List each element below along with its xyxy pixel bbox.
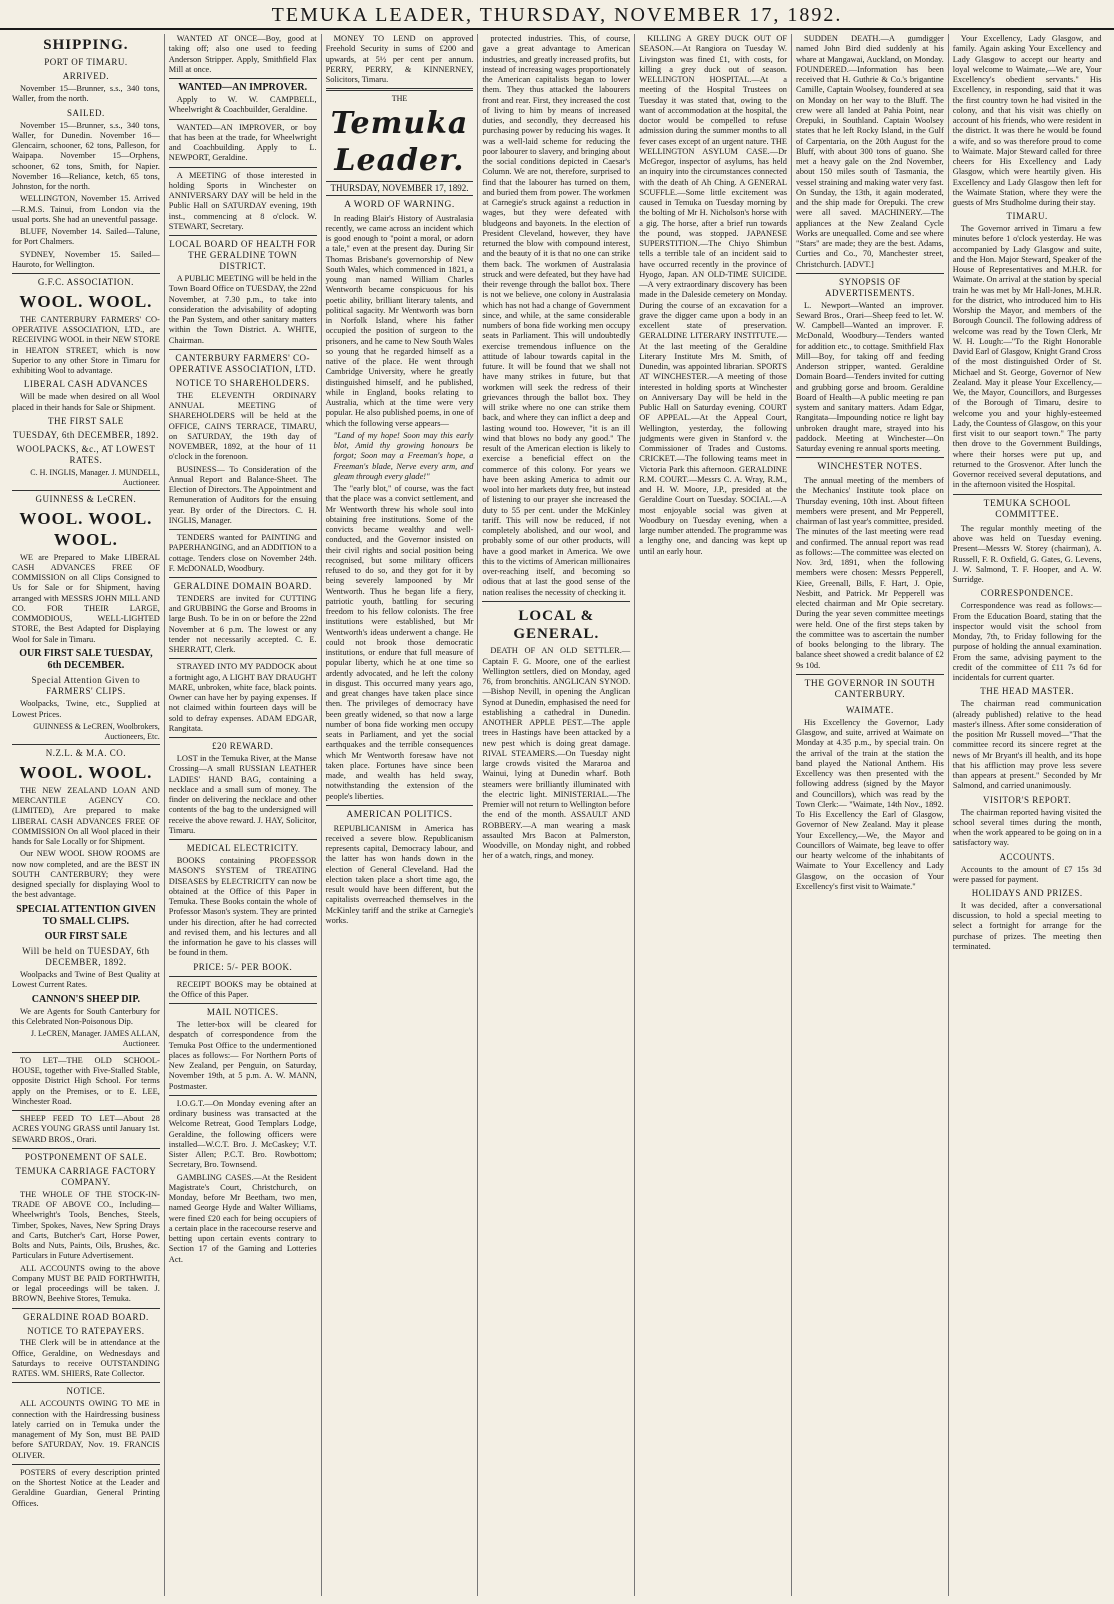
newspaper-columns: [8, 34, 1106, 1596]
guinness-signature: GUINNESS & LeCREN, Woolbrokers, Auctioneers, Etc.: [33, 721, 160, 741]
postponement-heading: POSTPONEMENT OF SALE.: [24, 1151, 147, 1162]
timaru-heading: TIMARU.: [1006, 211, 1048, 222]
notice-heading: NOTICE.: [66, 1386, 106, 1397]
american-title: AMERICAN POLITICS.: [346, 809, 453, 820]
show-rooms-text: Our NEW WOOL SHOW ROOMS are now now completed, and are the BEST IN SOUTH CANTERBURY; they were designed specially for displaying Wool to the best advantage.: [12, 849, 160, 900]
local-news-continued: KILLING A GREY DUCK OUT OF SEASON.—At Rangiora on Tuesday W. Livingston was fined £1, with costs, for killing a grey duck out of season. WELLINGTON HOSPITAL.—At a meeting of the Hospital Trustees on Tuesday it was stated that, owing to the want of accommodation at the hospital, the doctor would be compelled to refuse admission during the summer months to all fever cases except of an urgent nature. THE WELLINGTON ASYLUM CASE.—Dr McGregor, inspector of asylums, has held an inquiry into the circumstances connected with the death of Ah Ching. A GENERAL SCUFFLE.—Some little excitement was caused in Temuka on Tuesday morning by the bolting of Mr H. Nicholson's horse with a gig. The horse, after a brief run towards the pound, was stopped. JAPANESE SUPERSTITION.—The Chiyo Shimbun tells a terrible tale of an incident said to have occurred recently in the province of Hyogo, Japan. AN OLD-TIME SUICIDE.—A very extraordinary discovery has been made in the Daleside cemetery on Monday. During the course of an excavation for a grave the digger came upon a body in an excellent state of preservation. GERALDINE LITERARY INSTITUTE.—At the last meeting of the Geraldine Literary Institute Mrs M. Smith, of Dunedin, was appointed librarian. SPORTS AT WINCHESTER.—A meeting of those interested in holding sports at Winchester on Anniversary Day will be held in the Public Hall on Saturday evening. COURT OF APPEAL.—At the Appeal Court, Wellington, yesterday, the following judgments were given in Stanford v. the Commissioner of Trades and Customs. CRICKET.—The following teams meet in Victoria Park this afternoon. GERALDINE R.M. COURT.—Messrs C. A. Wray, R.M., and H. W. Moore, J.P., presided at the Geraldine Court on Tuesday. SOCIAL.—A most enjoyable social was given at Woodbury on Tuesday evening, when a large number attended. The programme was a lengthy one, and dancing was kept up until an early hour.: [639, 34, 787, 556]
clerk-text: THE Clerk will be in attendance at the Office, Geraldine, on Wednesdays and Saturdays to receive OUTSTANDING RATES. WM. SHIERS, Rate Collector.: [12, 1338, 160, 1379]
school-text: The regular monthly meeting of the above was held on Tuesday evening. Present—Messrs W. Storey (chairman), A. Russell, F. R. Oxfield, G. Gates, G. Levens, J. W. Salmond, T. F. Hooper, and A. W. Surridge.: [952, 523, 1102, 585]
iogt-text: I.O.G.T.—On Monday evening after an ordinary business was transacted at the Welcome Retreat, Good Templars Lodge, Geraldine, the following officers were installed—W.C.T. Bro. J. McCaskey; V.T. Sister Allen; P.C.T. Bro. Rowbottom; Secretary, Bro. Townsend.: [168, 1098, 317, 1170]
wellington-text: WELLINGTON, November 15. Arrived—R.M.S. Tainui, from London via the usual ports. She had an uneventful passage.: [12, 194, 160, 224]
column-4: [478, 34, 635, 1596]
synopsis-text: L. Newport—Wanted an improver. Seward Bros., Orari—Sheep feed to let. W. W. Campbell—Wanted an improver. F. McDonald, Woodbury—Tenders wanted for addition etc., to cottage. Smithfield Flax Mill—Boy, for taking off and feeding Anderson stripper, wanted. Geraldine Domain Board—Tenders invited for cutting and grubbing gorse and broom. Geraldine Board of Health—A public meeting re pan system and sanitary matters. Adam Edgar, Rangitata—Impounding notice re light bay unbroken draught mare, strayed into his paddock. Meeting at Winchester—On Saturday evening re annual sports meeting.: [795, 300, 944, 454]
notice-text: ALL ACCOUNTS OWING TO ME in connection with the Hairdressing business lately carried on in Temuka under the management of My Son, must BE PAID before SATURDAY, Nov. 19. FRANCIS OLIVER.: [12, 1399, 160, 1460]
timaru-text: The Governor arrived in Timaru a few minutes before 1 o'clock yesterday. He was accompanied by Lady Glasgow and suite, and the Hon. Major Steward, Speaker of the House of Representatives and M.H.R. for Waimate. On arrival at the station by special train he was met by Mr Hall-Jones, M.H.R. for the district, who introduced him to His Worship the Mayor, and members of the Borough Council. The following address of welcome was read by the Town Clerk, Mr W. H. Lough:—"To the Right Honorable David Earl of Glasgow, Knight Grand Cross of the most distinguished Order of St. Michael and St. George, Governor of New Zealand. May it please Your Excellency,—We, the Mayor, Councillors, and Burgesses of the Borough of Timaru, desire to welcome you and your highly-esteemed Lady, the Countess of Glasgow, on this your first visit to our seaport town." The party then drove to the Government Buildings, where their horses were put up, and returned to the Grosvenor. After lunch the Governor received several deputations, and in the afternoon visited the Hospital.: [952, 224, 1102, 490]
nzlma-ad: THE NEW ZEALAND LOAN AND MERCANTILE AGENCY CO. (LIMITED), Are prepared to make LIBERAL CASH ADVANCES FREE OF COMMISSION On all Wool placed in their hands for Sale Locally or for Shipment.: [12, 785, 160, 847]
first-sale-heading: THE FIRST SALE: [47, 415, 124, 426]
head-master-text: The chairman read communication (already published) relative to the head master's illness. After some consideration of the position Mr Russell moved—"That the committee record its sincere regret at the news of Mr Bryant's ill health, and its hope that his affliction may prove less severe than appears at present." Seconded by Mr Salmond, and carried unanimously.: [952, 699, 1102, 791]
carriage-heading: TEMUKA CARRIAGE FACTORY COMPANY.: [15, 1165, 157, 1187]
wanted-ad-3: WANTED—AN IMPROVER, or boy that has been at the trade, for Wheelwright and Coachbuilding. Apply to L. NEWPORT, Geraldine.: [168, 122, 317, 163]
meeting-ad: A MEETING of those interested in holding Sports in Winchester on ANNIVERSARY DAY will be held in the Public Hall on SATURDAY evening, 19th inst., commencing at 8 o'clock. W. STEWART, Secretary.: [168, 170, 317, 231]
accounts-text-7: Accounts to the amount of £7 15s 3d were passed for payment.: [952, 864, 1102, 884]
column-2: [165, 34, 322, 1596]
governor-text: His Excellency the Governor, Lady Glasgow, and suite, arrived at Waimate on Monday at 4.35 p.m., by special train. On the arrival of the train at the station the band played the National Anthem. His Excellency was then presented with the following address (signed by the Mayor and Councillors), which was read by the Town Clerk:— "Waimate, 14th Nov., 1892. To His Excellency the Earl of Glasgow, Governor of New Zealand. May it please Your Excellency,—We, the Mayor and Councillors of Waimate, beg leave to offer our hearty welcome of the inhabitants of Waimate to Your Excellency and Lady Glasgow, on the occasion of Your Excellency's first visit to Waimate.": [795, 717, 944, 891]
mail-heading: MAIL NOTICES.: [206, 1007, 279, 1018]
guinness-ad: WE are Prepared to Make LIBERAL CASH ADVANCES FREE OF COMMISSION on all Clips Consigned to Us for Sale or for Shipment, having arranged with MESSRS JOHN MILL AND CO. FOR THEIR LARGE, COMMODIOUS, WELL-LIGHTED STORE, the Best Adapted for Displaying Wool for Sale in Timaru.: [12, 552, 160, 644]
sheep-feed-ad: SHEEP FEED TO LET—About 28 ACRES YOUNG GRASS until January 1st. SEWARD BROS., Orari.: [12, 1114, 160, 1144]
wool-heading-2: WOOL. WOOL. WOOL.: [19, 509, 153, 549]
wanted-ad-2-text: Apply to W. W. CAMPBELL, Wheelwright & Coachbuilder, Geraldine.: [168, 95, 317, 115]
gfc-heading: G.F.C. ASSOCIATION.: [37, 277, 134, 288]
price-line: PRICE: 5/- PER BOOK.: [193, 961, 293, 972]
news-text: SUDDEN DEATH.—A gumdigger named John Bird died suddenly at his whare at Mangawai, Auckland, on Monday. FOUNDERED.—Information has been received that H. Guthrie & Co.'s brigantine Camille, Captain Woolsey, foundered at sea on Monday on her way to the Bluff. The crew were all landed at Pahia Point, near Orepuki, in Southland. Captain Woolsey states that he left Rocky Island, in the Gulf of Carpentaria, on the 20th August for the Bluff, with about 300 tons of guano. She met a heavy gale on the 2nd November, about 150 miles south of Tasmania, the vessel straining and making water very fast. On Sunday, the 13th, it again moderated, and the ship made for Orepuki. The crew were all saved. MACHINERY.—The appliances at the New Zealand Cycle Works are unequalled. Come and see where "Stars" are made; they are the best. Adams, Curties and Co., 70, Manchester street, Christchurch. [ADVT.]: [795, 34, 944, 269]
head-master-heading: THE HEAD MASTER.: [980, 686, 1075, 697]
woolpacks-line: WOOLPACKS, &c., AT LOWEST RATES.: [16, 443, 156, 465]
sailed-label: SAILED.: [67, 107, 105, 118]
mail-text: The letter-box will be cleared for despatch of correspondence from the Temuka Post Office to the undermentioned places as follows:— For Northern Ports of New Zealand, per Penguin, on Saturday, November 19th, at 5 p.m. A. W. MANN, Postmaster.: [168, 1020, 317, 1091]
local-general-heading: LOCAL & GENERAL.: [513, 607, 600, 643]
liberal-text: Will be made when desired on all Wool placed in their hands for Sale or Shipment.: [12, 392, 160, 412]
posters-text: POSTERS of every description printed on the Shortest Notice at the Leader and Geraldine Guardian, General Printing Offices.: [12, 1467, 160, 1508]
warning-text-2: The "early blot," of course, was the fact that the place was a convict settlement, and Mr Wentworth threw his whole soul into obtaining free institutions. Some of the convicts became wealthy and well-conducted, and the Governor insisted on their civil rights and social position being recognised, but some military officers refused to do so, and they got for it by being severely lampooned by Mr Wentworth. Thus he began life a fiery, patriotic youth, battling for securing freedom to his fellow colonists. The free institutions were established, but Mr Wentworth's ideas underwent a change. He could not brook those democratic institutions, or endure that full measure of popular liberty, which he at one time so ardently advocated, and he left the colony in disgust. This occurred many years ago, and great changes have taken place since then. The privileges of democracy have been greatly widened, so that now a large number of bona fide working men occupy seats in Parliament, and yet the social earthquakes and the terrible consequences which Mr Wentworth foresaw have not taken place. Fortunes have since been made, and wealth has held sway, notwithstanding the extension of the people's liberties.: [325, 484, 474, 801]
medical-heading: MEDICAL ELECTRICITY.: [186, 843, 299, 854]
money-ad: MONEY TO LEND on approved Freehold Security in sums of £200 and upwards, at 5½ per cent per annum. PERRY, PERRY, & KINNERNEY, Solicitors, Timaru.: [325, 34, 474, 84]
first-sale-date: TUESDAY, 6th DECEMBER, 1892.: [12, 429, 159, 440]
shipping-heading: SHIPPING.: [43, 37, 129, 53]
lost-ad: LOST in the Temuka River, at the Manse Crossing—A small RUSSIAN LEATHER LADIES' HAND BAG, containing a necklace and a small sum of money. The finder on delivering the necklace and other contents of the bag to the undersigned will receive the above reward. J. HAY, Solicitor, Timaru.: [168, 754, 317, 835]
dateline: THURSDAY, NOVEMBER 17, 1892.: [326, 181, 474, 196]
warning-title: A WORD OF WARNING.: [344, 200, 455, 211]
wanted-ad-1: WANTED AT ONCE—Boy, good at taking off; also one used to feeding Anderson Stripper. Apply, Smithfield Flax Mill at once.: [168, 34, 317, 74]
warning-text: In reading Blair's History of Australasia recently, we came across an incident which is good enough to "point a moral, or adorn a tale," even at the present day. During Sir Thomas Brisbane's governorship of New South Wales, which commenced in 1821, a young man named William Charles Wentworth became conspicuous for his poetic ability, brilliant literary talents, and political sagacity. Mr Wentworth was born in Norfolk Island, where his father occupied the position of surgeon to the prisoners, and he came to New South Wales so young that he regarded himself as a native of the place. He went through Cambridge University, where he greatly distinguished himself, and he published, while in England, books relating to Australia, which at the time were very popular. He also published poems, in one of which the following verse appears—: [325, 213, 474, 428]
guinness-heading: GUINNESS & LeCREN.: [35, 494, 137, 505]
nzlma-heading: N.Z.L. & M.A. CO.: [45, 748, 127, 759]
held-on: Will be held on TUESDAY, 6th DECEMBER, 1892.: [22, 946, 150, 968]
arrived-text: November 15—Brunner, s.s., 340 tons, Waller, from the north.: [12, 84, 160, 104]
column-1: [8, 34, 165, 1596]
books-ad: BOOKS containing PROFESSOR MASON'S SYSTEM of TREATING DISEASES by ELECTRICITY can now be obtained at the Office of this Paper in Temuka. These Books contain the whole of Professor Mason's system. They are printed under his direction, after he had corrected and revised them, and his lectures and all the information he gave to his classes will be found in them.: [168, 856, 317, 958]
domain-board-heading: GERALDINE DOMAIN BOARD.: [173, 581, 312, 591]
cfca-heading: CANTERBURY FARMERS' CO-OPERATIVE ASSOCIATION, LTD.: [169, 352, 317, 374]
governor-continued: Your Excellency, Lady Glasgow, and family. Again asking Your Excellency and Lady Glasgow to accept our hearty and loyal welcome to Waimate,—We are, Your Excellency's obedient servants." His Excellency, in responding, said that it was the first country town he had visited in the colony, and that his visit was chiefly on account of his friends, who were resident in the district. It was there he would be found a wife, and so was therefore proud to come to Waimate. Major Steward called for three cheers for His Excellency and Lady Glasgow, which were heartily given. His Excellency and Lady Glasgow then left for the Waimate Station, where they were the guests of Mrs Studholme during their stay.: [952, 34, 1102, 207]
masthead: TEMUKA LEADER, THURSDAY, NOVEMBER 17, 1892.: [0, 4, 1114, 30]
american-text: REPUBLICANISM in America has received a severe blow. Republicanism represents capital, Democracy labour, and the latter has won hands down in the election of General Cleveland. Had the election taken place a short time ago, the result would have been different, but the capitalists overreached themselves in the McKinley tariff and the strike at Carnegie's works.: [325, 823, 474, 925]
carriage-text: THE WHOLE OF THE STOCK-IN-TRADE OF ABOVE CO., Including— Wheelwright's Tools, Benches, Steels, Timber, Spokes, Naves, New Spring Drays and Carts, Butcher's Cart, Horse Power, Bolts and Nuts, Paints, Oils, Brushes, &c. Particulars in Future Advertisement.: [12, 1189, 160, 1261]
winchester-heading: WINCHESTER NOTES.: [817, 462, 923, 473]
visitors-text: The chairman reported having visited the school several times during the month, when the work appeared to be going on in a satisfactory way.: [952, 807, 1102, 848]
newspaper-logo: Temuka Leader.: [330, 106, 469, 178]
arrived-label: ARRIVED.: [62, 71, 110, 82]
shareholders-heading: NOTICE TO SHAREHOLDERS.: [175, 377, 310, 388]
cannon-signature: J. LeCREN, Manager. JAMES ALLAN, Auctioneer.: [30, 1029, 160, 1049]
woolpacks-3: Woolpacks and Twine of Best Quality at Lowest Current Rates.: [12, 970, 160, 990]
synopsis-heading: SYNOPSIS OF ADVERTISEMENTS.: [825, 276, 915, 298]
wanted-ad-2-title: WANTED—AN IMPROVER.: [178, 82, 308, 93]
strayed-ad: STRAYED INTO MY PADDOCK about a fortnight ago, A LIGHT BAY DRAUGHT MARE, unbroken, white face, black points. Owner can have her by paying expenses. If not claimed within fourteen days will be sold to defray expenses. ADAM EDGAR, Rangitata.: [168, 662, 317, 733]
cannon-heading: CANNON'S SHEEP DIP.: [31, 993, 141, 1005]
farmers-clips: Special Attention Given to FARMERS' CLIPS.: [31, 675, 141, 697]
farmers-ad: THE CANTERBURY FARMERS' CO-OPERATIVE ASSOCIATION, LTD., are RECEIVING WOOL in their NEW STORE in HEATON STREET, which is now Superior to any other Store in Timaru for exhibiting Wool to advantage.: [12, 314, 160, 376]
governor-heading: THE GOVERNOR IN SOUTH CANTERBURY.: [804, 678, 936, 701]
article-continued: protected industries. This, of course, gave a great advantage to American industries, and greatly increased profits, but instead of increasing wages proportionately the American capitalists began to lower them. They thus attacked the labourers front and rear. First, they increased the cost of living to him by means of increased duties, and secondly, they decreased his purchasing power by reducing his wages. It was a well-laid scheme for reducing the poor labourer to slavery, and bringing about the social conditions depicted in Caesar's Column. We are not, therefore, surprised to find that the labourer has turned on them, and buried them from power. The workmen at Carnegie's struck against a reduction in wages, but they were defeated with bludgeons and bayonets. In the election of President Cleveland, however, they have returned the blow with compound interest, and the beauty of it is that no one can strike them back. The workmen of Australasia struck and were defeated, but they have had their revenge through the ballot box. There is not we believe, one colony in Australasia which has not had a change of Government since, and while, at the same considerable numbers of bona fide working men occupy seats in Parliament. This will undoubtedly exercise tremendous influence on the attitude of labour towards capital in the future. It will be found that we shall not have many strikes in future, but that workmen will seek the redress of their grievances through the ballot box. They will strike where no one can strike them back, and where they can inflict a deep and lasting wound too. However, "it is an ill wind that blows no body any good." The result of the American election is likely to exercise a beneficial effect on the commerce of this colony. For years we have been asking America to admit our wool into her markets duty free, but instead of listening to our prayer she increased the duty to 55 per cent. under the McKinley tariff. This will now be reduced, if not completely abolished, and our wool, and probably some of our other products, will have a good market in America. We owe this to the victims of American millionaires over-reaching itself, and becoming so odious that at last the good sense of the nation realises the necessity of checking it.: [482, 34, 631, 597]
sydney-text: SYDNEY, November 15. Sailed—Hauroto, for Wellington.: [12, 249, 160, 269]
signature: C. H. INGLIS, Manager. J. MUNDELL, Auctioneer.: [30, 467, 160, 487]
board-health-heading: LOCAL BOARD OF HEALTH FOR THE GERALDINE TOWN DISTRICT.: [169, 239, 317, 272]
cannon-text: We are Agents for South Canterbury for this Celebrated Non-Poisonous Dip.: [12, 1006, 160, 1027]
domain-text: TENDERS are invited for CUTTING and GRUBBING the Gorse and Brooms in large Bush. To be in on or before the 22nd November at 6 p.m. The lowest or any tender not necessarily accepted. C. E. SHERRATT, Clerk.: [168, 593, 317, 655]
gambling-text: GAMBLING CASES.—At the Resident Magistrate's Court, Christchurch, on Monday, before Mr Beetham, two men, named George Hyde and Walter Williams, were fined £20 each for being occupiers of a certain place in the racecourse reserve and betting upon certain events contrary to Section 17 of the Gaming and Lotteries Act.: [168, 1172, 317, 1264]
logo-the: THE: [391, 94, 408, 104]
receipt-ad: RECEIPT BOOKS may be obtained at the Office of this Paper.: [168, 979, 317, 999]
wool-heading-3: WOOL. WOOL.: [19, 763, 153, 783]
public-meeting-text: A PUBLIC MEETING will be held in the Town Board Office on TUESDAY, the 22nd November, at 7.30 p.m., to take into consideration the advisability of adopting the Pan System, and other sanitary matters within the Town District. A. WHITE, Chairman.: [168, 274, 317, 345]
liberal-heading: LIBERAL CASH ADVANCES: [23, 379, 148, 390]
reward-heading: £20 REWARD.: [211, 741, 274, 752]
column-5: [635, 34, 792, 1596]
column-3: [322, 34, 479, 1596]
winchester-text: The annual meeting of the members of the Mechanics' Institute took place on Thursday evening, 10th inst. About fifteen members were present, and Mr Pepperell, chairman of last year's committee, presided. The minutes of the last meeting were read and confirmed. The annual report was read as follows:—The committee was elected on Nov. 3rd, 1891, when the following members were chosen: Messrs Pepperell, Kiee, Greenall, Bills, F. Hart, J. Opie, Nesbitt, and Patrick. Mr Pepperell was elected chairman and Mr Opie secretary. During the year seven committee meetings were held. One of the first steps taken by the committee was to ascertain the number of books belonging to the library. The balance sheet showed a credit balance of £2 9s 10d.: [795, 476, 944, 670]
port-heading: PORT OF TIMARU.: [44, 57, 128, 68]
bluff-text: BLUFF, November 14. Sailed—Talune, for Port Chalmers.: [12, 227, 160, 247]
sailed-text: November 15—Brunner, s.s., 340 tons, Waller, for Dunedin. November 16—Glencairn, schooner, 62 tons, Palleson, for Waipapa. November 15—Orphens, schooner, 62 tons, Smith, for Napier. November 16—Reliance, ketch, 65 tons, Johnston, for the north.: [12, 120, 160, 192]
holidays-heading: HOLIDAYS AND PRIZES.: [971, 888, 1083, 898]
road-board-heading: GERALDINE ROAD BOARD.: [23, 1311, 149, 1322]
ratepayers-heading: NOTICE TO RATEPAYERS.: [27, 1325, 145, 1336]
accounts-heading: ACCOUNTS.: [999, 851, 1055, 862]
school-committee-heading: TEMUKA SCHOOL COMMITTEE.: [983, 498, 1071, 521]
to-let-ad: TO LET—THE OLD SCHOOL-HOUSE, together with Five-Stalled Stable, opposite District High School. For terms apply on the Premises, or to E. LEE, Winchester Road.: [12, 1055, 160, 1106]
our-first-sale: OUR FIRST SALE TUESDAY, 6th DECEMBER.: [19, 647, 153, 672]
holidays-text: It was decided, after a conversational discussion, to hold a special meeting to select a fortnight for arrange for the purchase of prizes. The meeting then terminated.: [952, 900, 1102, 951]
accounts-text: ALL ACCOUNTS owing to the above Company MUST BE PAID FORTHWITH, or legal proceedings will be taken. J. BROWN, Beehive Stores, Temuka.: [12, 1263, 160, 1304]
our-first-sale-2: OUR FIRST SALE: [44, 931, 128, 943]
visitors-heading: VISITOR'S REPORT.: [983, 794, 1072, 805]
eleventh-meeting-text: THE ELEVENTH ORDINARY ANNUAL MEETING of SHAREHOLDERS will be held at the OFFICE, CAIN'S TERRACE, TIMARU, on SATURDAY, the 19th day of NOVEMBER, 1892, at the hour of 11 o'clock in the forenoon.: [168, 390, 317, 462]
correspondence-heading: CORRESPONDENCE.: [980, 588, 1074, 599]
wool-heading-1: WOOL. WOOL.: [19, 292, 153, 312]
business-text: BUSINESS— To Consideration of the Annual Report and Balance-Sheet. The Election of Directors. The Appointment and Remuneration of Auditors for the ensuing year. By order of the Directors. C. H. INGLIS, Manager.: [168, 464, 317, 525]
local-text: DEATH OF AN OLD SETTLER.—Captain F. G. Moore, one of the earliest Wellington settlers, died on Monday, aged 76, from bronchitis. ANGLICAN SYNOD.—Bishop Nevill, in opening the Anglican Synod at Dunedin, emphasised the need for establishing a cathedral in Dunedin. ANOTHER APPLE PEST.—The apple trees in Hastings have been attacked by a new pest which is doing great damage. RIVAL STEAMERS.—On Tuesday night large crowds visited the Mararoa and Wainui, lying at Dunedin wharf. Both steamers were brilliantly illuminated with the electric light. MINISTERIAL.—The Premier will not return to Wellington before the end of the month. ASSAULT AND ROBBERY.—A man wearing a mask assaulted Mrs Bacon at Palmerston, Woodville, on Monday night, and robbed her of a watch, rings, and money.: [482, 646, 631, 861]
column-6: [792, 34, 949, 1596]
tenders-ad: TENDERS wanted for PAINTING and PAPERHANGING, and an ADDITION to a cottage. Tenders close on November 24th. F. McDONALD, Woodbury.: [168, 533, 317, 573]
waimate-heading: WAIMATE.: [846, 704, 894, 715]
special-attention: SPECIAL ATTENTION GIVEN TO SMALL CLIPS.: [16, 903, 156, 927]
woolpacks-2: Woolpacks, Twine, etc., Supplied at Lowest Prices.: [12, 699, 160, 719]
verse-quote: "Land of my hope! Soon may this early blot, Amid thy growing honours be forgot; Soon may a Freeman's hope, a Freeman's blade, Nerve every arm, and gleam through every glade!": [333, 430, 474, 481]
column-7: [949, 34, 1106, 1596]
correspondence-text: Correspondence was read as follows:—From the Education Board, stating that the inspector would visit the school from Monday, 7th, to Friday following for the purpose of holding the annual examination. From the same, advising payment to the credit of the committee of £11 7s 6d for incidentals for current quarter.: [952, 601, 1102, 683]
